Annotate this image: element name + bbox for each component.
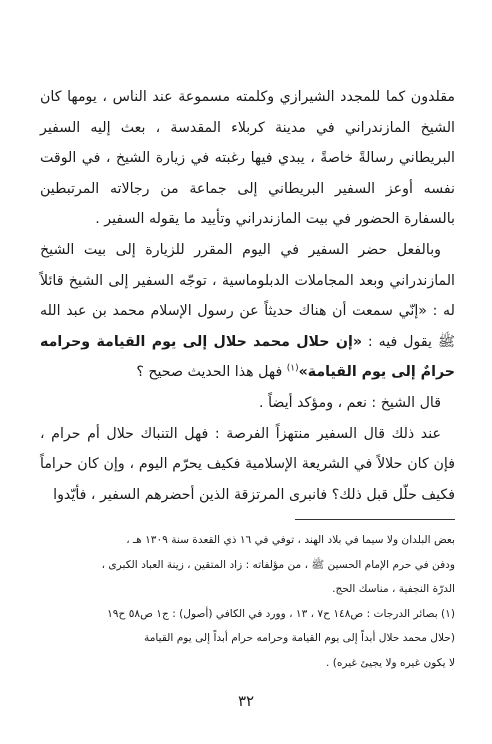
footnotes	[40, 528, 455, 675]
main-text	[40, 82, 455, 510]
footnote-separator	[295, 519, 455, 520]
footnote-continuation-line-3: الدرّة النجفية ، مناسك الحج.	[332, 583, 455, 595]
paragraph-2-intro: وبالفعل حضر السفير في اليوم المقرر للزيارة إلى بيت الشيخ المازندراني وبعد المجاملات الدبلوماسية ، توجّه السفير إلى الشيخ قائلاً له : «إنّي سمعت أن هناك حديثاً عن رسول الإسلام محمد بن عبد الله ﷺ يقول فيه :	[40, 241, 455, 350]
footnote-1-line-2: (حلال محمد حلال أبداً إلى يوم القيامة وحرامه حرام أبداً إلى يوم القيامة	[144, 632, 455, 644]
paragraph-4: عند ذلك قال السفير منتهزاً الفرصة : فهل التنباك حلال أم حرام ، فإن كان حلالاً في الشريعة الإسلامية فكيف يحرّم اليوم ، وإن كان حراماً فكيف حلّل قبل ذلك؟ فانبرى المرتزقة الذين أحضرهم السفير ، فأيّدوا	[40, 425, 455, 503]
paragraph-1: مقلدون كما للمجدد الشيرازي وكلمته مسموعة عند الناس ، يومها كان الشيخ المازندراني في مدينة كربلاء المقدسة ، بعث إليه السفير البريطاني رسالةً خاصةً ، يبدي فيها رغبته في زيارة الشيخ ، في الوقت نفسه أوعز السفير البريطاني إلى جماعة من رجالاته المرتبطين بالسفارة الحضور في بيت المازندراني وتأييد ما يقوله السفير .	[40, 89, 455, 228]
hadith-quote: «إن حلال محمد حلال إلى يوم القيامة وحرامه حرامٌ إلى يوم القيامة»	[40, 333, 455, 381]
footnote-1-line-3: لا يكون غيره ولا يجيئ غيره) .	[325, 656, 455, 669]
paragraph-2-end: فهل هذا الحديث صحيح ؟	[136, 364, 283, 381]
footnote-continuation-line-1: بعض البلدان ولا سيما في بلاد الهند ، توفي في ١٦ ذي القعدة سنة ١٣٠٩ هـ ،	[126, 534, 455, 546]
page-number: ٣٢	[237, 692, 255, 710]
footnote-ref-1[interactable]: (١)	[286, 363, 299, 374]
footnote-continuation-line-2: ودفن في حرم الإمام الحسين ﷺ ، من مؤلفاته : زاد المتقين ، زينة العباد الكبرى ،	[101, 558, 455, 571]
page-body	[40, 82, 455, 510]
paragraph-2	[40, 235, 455, 388]
paragraph-3: قال الشيخ : نعم ، ومؤكد أيضاً .	[259, 394, 441, 411]
footnote-1-line-1: (١) بصائر الدرجات : ص١٤٨ ح٧ ، ١٣ ، وورد في الكافي (أصول) : ج١ ص٥٨ ح١٩	[107, 607, 455, 620]
